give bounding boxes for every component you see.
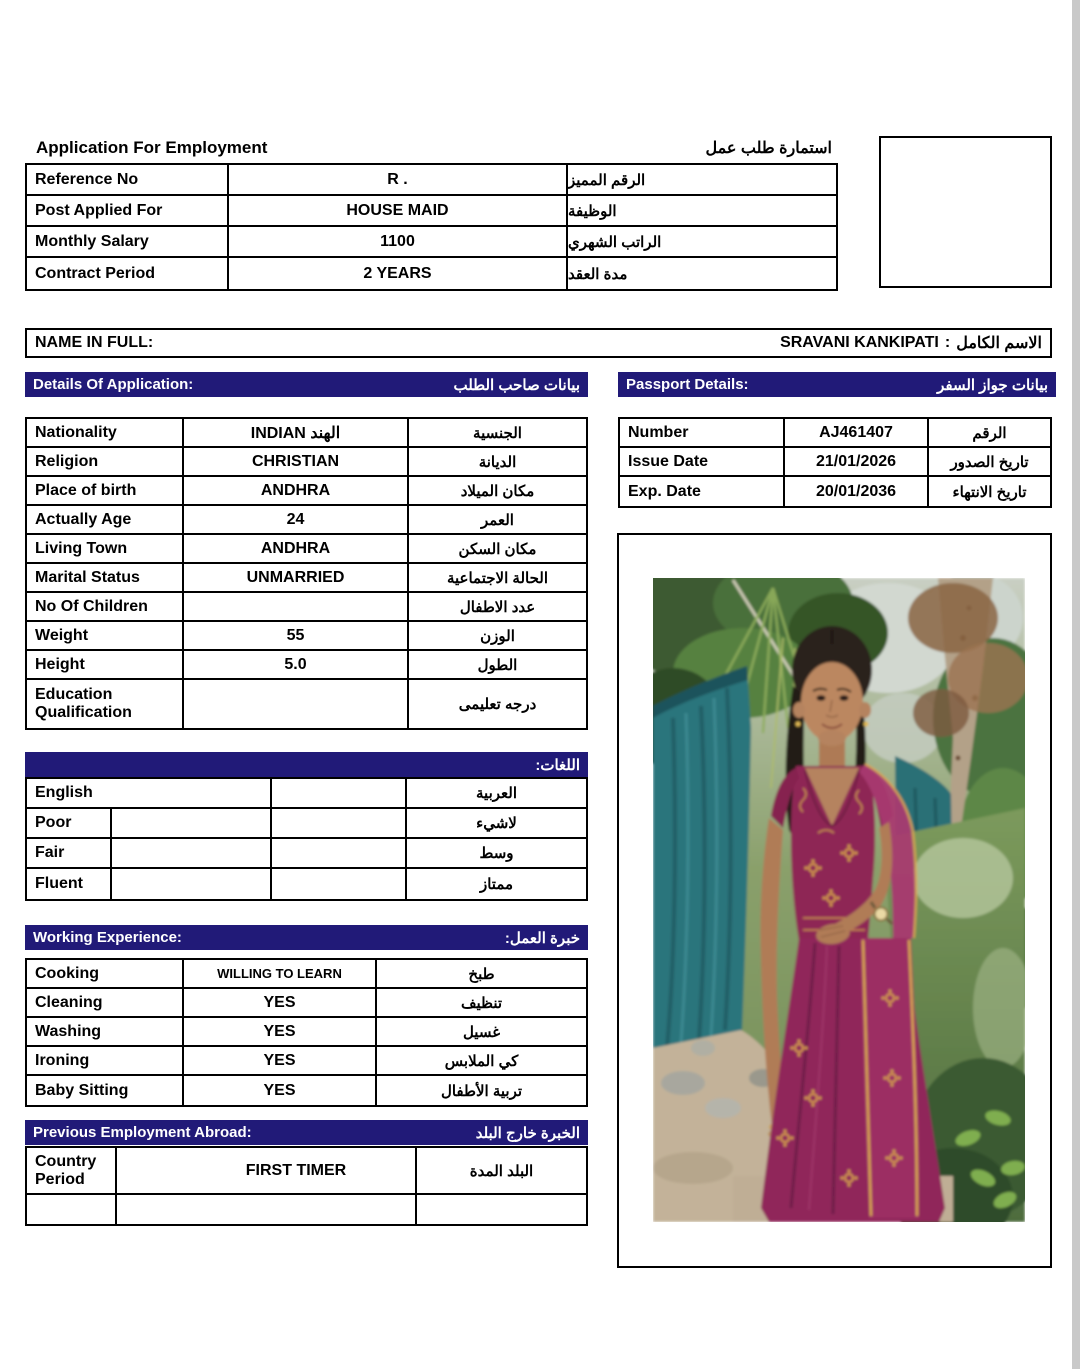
table-row xyxy=(27,960,586,989)
table-row xyxy=(27,419,586,448)
field-value: AJ461407 xyxy=(785,419,929,446)
window-edge-strip xyxy=(1072,0,1080,1369)
level-label-arabic: وسط xyxy=(479,845,514,862)
field-label-arabic: الرقم المميز xyxy=(568,171,646,189)
table-row xyxy=(27,839,586,869)
field-value xyxy=(184,680,409,728)
field-label: Nationality xyxy=(27,419,184,446)
table-row xyxy=(27,869,586,899)
table-row xyxy=(27,989,586,1018)
field-label-arabic: مكان الميلاد xyxy=(460,482,535,500)
field-value: ANDHRA xyxy=(184,535,409,562)
name-in-full-row xyxy=(25,328,1052,358)
table-row xyxy=(27,1018,586,1047)
name-label: NAME IN FULL: xyxy=(35,334,154,351)
field-label: Religion xyxy=(27,448,184,475)
skill-value: WILLING TO LEARN xyxy=(184,960,377,987)
field-label: Weight xyxy=(27,622,184,649)
field-label: Contract Period xyxy=(27,258,229,289)
field-label-arabic: الراتب الشهري xyxy=(568,233,662,251)
application-summary-table xyxy=(25,163,838,291)
section-title-ar: خبرة العمل: xyxy=(504,929,580,947)
field-value: HOUSE MAID xyxy=(229,196,568,225)
table-row xyxy=(27,477,586,506)
field-value: 20/01/2036 xyxy=(785,477,929,506)
field-label-arabic: مدة العقد xyxy=(568,265,628,283)
skill-label-arabic: غسيل xyxy=(462,1023,501,1041)
field-label-arabic: الطول xyxy=(477,656,518,674)
table-row xyxy=(620,477,1050,506)
field-label-arabic: الجنسية xyxy=(473,424,522,442)
field-label: Country Period xyxy=(27,1148,117,1193)
field-label-arabic: الوزن xyxy=(480,627,515,645)
field-label: Actually Age xyxy=(27,506,184,533)
field-label-arabic xyxy=(417,1195,586,1224)
field-label-arabic: العمر xyxy=(481,511,514,529)
section-header-languages xyxy=(25,752,588,777)
skill-label-arabic: طبخ xyxy=(468,965,495,983)
section-header-passport xyxy=(618,372,1056,397)
name-label-arabic: الاسم الكامل xyxy=(956,335,1042,352)
field-label: No Of Children xyxy=(27,593,184,620)
applicant-name: SRAVANI KANKIPATI xyxy=(780,334,939,351)
section-title-ar: اللغات: xyxy=(535,756,580,774)
skill-label-arabic: تربية الأطفال xyxy=(440,1082,523,1100)
field-value: 24 xyxy=(184,506,409,533)
previous-employment-table xyxy=(25,1146,588,1226)
table-row xyxy=(27,1047,586,1076)
field-value xyxy=(184,593,409,620)
section-title-en: Working Experience: xyxy=(33,929,182,946)
field-value: 21/01/2026 xyxy=(785,448,929,475)
field-value: ANDHRA xyxy=(184,477,409,504)
skill-value: YES xyxy=(184,1047,377,1074)
field-label-arabic: البلد المدة xyxy=(469,1162,534,1180)
language-label: English xyxy=(27,779,272,807)
skill-label: Washing xyxy=(27,1018,184,1045)
skill-label-arabic: كي الملابس xyxy=(444,1052,519,1070)
field-value: INDIAN الهند xyxy=(184,419,409,446)
level-label: Poor xyxy=(27,809,112,837)
section-header-experience xyxy=(25,925,588,950)
field-label: Post Applied For xyxy=(27,196,229,225)
table-row xyxy=(27,593,586,622)
field-label: Place of birth xyxy=(27,477,184,504)
table-row xyxy=(27,779,586,809)
field-value: 1100 xyxy=(229,227,568,256)
level-label: Fair xyxy=(27,839,112,867)
empty-cell xyxy=(112,869,272,899)
empty-cell xyxy=(112,809,272,837)
section-title-ar: الخبرة خارج البلد xyxy=(475,1124,580,1142)
field-value: 55 xyxy=(184,622,409,649)
field-label-arabic: درجه تعليمى xyxy=(458,696,537,713)
table-row xyxy=(27,165,836,196)
field-label: Education Qualification xyxy=(27,680,184,728)
table-row xyxy=(27,1148,586,1195)
table-row xyxy=(620,419,1050,448)
section-title-en: Details Of Application: xyxy=(33,376,194,393)
field-label: Issue Date xyxy=(620,448,785,475)
empty-cell xyxy=(272,839,407,867)
field-value: FIRST TIMER xyxy=(177,1148,417,1193)
section-header-previous-employment xyxy=(25,1120,588,1145)
skill-label-arabic: تنظيف xyxy=(460,994,503,1012)
field-value: UNMARRIED xyxy=(184,564,409,591)
section-header-details xyxy=(25,372,588,397)
table-row xyxy=(27,809,586,839)
level-label: Fluent xyxy=(27,869,112,899)
field-label-arabic: الحالة الاجتماعية xyxy=(446,569,549,587)
table-row xyxy=(27,258,836,289)
level-label-arabic: ممتاز xyxy=(479,876,514,893)
table-row xyxy=(27,680,586,728)
field-label: Monthly Salary xyxy=(27,227,229,256)
field-value: 5.0 xyxy=(184,651,409,678)
section-title-ar: بيانات صاحب الطلب xyxy=(453,376,580,394)
section-title-en: Passport Details: xyxy=(626,376,749,393)
table-row xyxy=(27,564,586,593)
field-value: CHRISTIAN xyxy=(184,448,409,475)
table-row xyxy=(27,448,586,477)
field-label-arabic: تاريخ الانتهاء xyxy=(952,483,1027,501)
form-title-row xyxy=(25,138,838,158)
field-label: Exp. Date xyxy=(620,477,785,506)
table-row xyxy=(27,196,836,227)
level-label-arabic: لاشيء xyxy=(476,815,517,832)
field-label-arabic: مكان السكن xyxy=(458,540,537,558)
skill-label: Cleaning xyxy=(27,989,184,1016)
form-title-ar: استمارة طلب عمل xyxy=(705,140,832,157)
field-label: Marital Status xyxy=(27,564,184,591)
language-label-arabic: العربية xyxy=(476,785,517,802)
field-value: R . xyxy=(229,165,568,194)
skill-value: YES xyxy=(184,1018,377,1045)
table-row xyxy=(27,1076,586,1105)
field-value: 2 YEARS xyxy=(229,258,568,289)
field-label-arabic: عدد الاطفال xyxy=(459,598,536,616)
details-of-application-table xyxy=(25,417,588,730)
photo-placeholder-box xyxy=(879,136,1052,288)
table-row xyxy=(27,506,586,535)
table-row xyxy=(620,448,1050,477)
empty-cell xyxy=(272,809,407,837)
skill-label: Baby Sitting xyxy=(27,1076,184,1105)
field-label: Living Town xyxy=(27,535,184,562)
section-title-ar: بيانات جواز السفر xyxy=(937,376,1048,394)
empty-cell xyxy=(272,869,407,899)
table-row xyxy=(27,622,586,651)
skill-value: YES xyxy=(184,989,377,1016)
section-title-en: Previous Employment Abroad: xyxy=(33,1124,252,1141)
form-title-en: Application For Employment xyxy=(36,138,268,157)
skill-label: Ironing xyxy=(27,1047,184,1074)
field-label: Height xyxy=(27,651,184,678)
applicant-photo xyxy=(653,578,1025,1222)
languages-table xyxy=(25,777,588,901)
field-value xyxy=(177,1195,417,1224)
name-separator: : xyxy=(944,334,951,351)
name-value-group xyxy=(780,333,1050,353)
table-row xyxy=(27,651,586,680)
field-label: Reference No xyxy=(27,165,229,194)
field-label xyxy=(27,1195,117,1224)
skill-label: Cooking xyxy=(27,960,184,987)
table-row xyxy=(27,227,836,258)
empty-cell xyxy=(272,779,407,807)
field-label-arabic: الوظيفة xyxy=(568,202,617,220)
table-row xyxy=(27,1195,586,1224)
working-experience-table xyxy=(25,958,588,1107)
field-label-arabic: الديانة xyxy=(478,453,517,471)
field-label-arabic: الرقم xyxy=(972,424,1007,442)
field-label-arabic: تاريخ الصدور xyxy=(950,453,1029,471)
table-row xyxy=(27,535,586,564)
skill-value: YES xyxy=(184,1076,377,1105)
empty-cell xyxy=(112,839,272,867)
field-label: Number xyxy=(620,419,785,446)
passport-details-table xyxy=(618,417,1052,508)
